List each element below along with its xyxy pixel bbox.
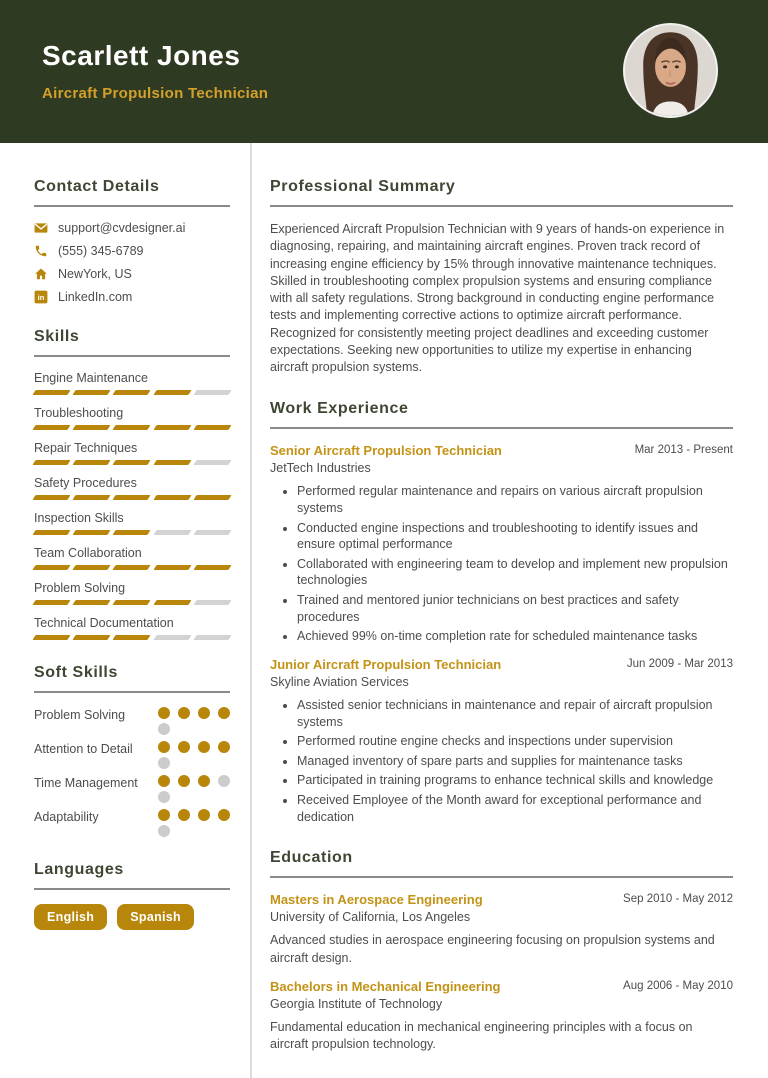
person-job-title: Aircraft Propulsion Technician bbox=[42, 85, 269, 102]
skill-bar-segment bbox=[32, 495, 70, 500]
soft-skills-heading: Soft Skills bbox=[34, 664, 230, 693]
skill-level-bar bbox=[34, 635, 230, 640]
job-bullet: • Collaborated with engineering team to develop and implement new propulsion technologies bbox=[297, 556, 733, 589]
soft-skill-rating bbox=[158, 775, 230, 803]
jobs-list bbox=[270, 443, 733, 825]
skill-bar-segment bbox=[153, 495, 191, 500]
soft-skill-item bbox=[34, 809, 230, 837]
sidebar bbox=[0, 143, 252, 1078]
skill-label: Troubleshooting bbox=[34, 406, 124, 420]
skill-level-bar bbox=[34, 565, 230, 570]
job-title: Senior Aircraft Propulsion Technician bbox=[270, 443, 502, 459]
skill-item bbox=[34, 546, 230, 570]
soft-skill-dot bbox=[198, 741, 210, 753]
soft-skill-dot bbox=[178, 741, 190, 753]
language-badge: English bbox=[34, 904, 107, 930]
contact-section bbox=[34, 178, 230, 304]
main-column bbox=[252, 143, 768, 1078]
job-entry bbox=[270, 443, 733, 645]
skill-bar-segment bbox=[73, 530, 111, 535]
education-heading: Education bbox=[270, 849, 733, 878]
skill-bar-segment bbox=[193, 635, 231, 640]
job-company: Skyline Aviation Services bbox=[270, 674, 409, 689]
education-description: Fundamental education in mechanical engineering principles with a focus on aircraft propulsion technology. bbox=[270, 1019, 693, 1051]
contact-item-text: (555) 345-6789 bbox=[58, 244, 144, 258]
skill-label: Engine Maintenance bbox=[34, 371, 148, 385]
soft-skill-rating bbox=[158, 809, 230, 837]
skill-item bbox=[34, 476, 230, 500]
skill-bar-segment bbox=[113, 635, 151, 640]
job-company: JetTech Industries bbox=[270, 461, 371, 476]
skill-bar-segment bbox=[73, 495, 111, 500]
skill-level-bar bbox=[34, 600, 230, 605]
person-name: Scarlett Jones bbox=[42, 40, 241, 71]
job-bullet: • Trained and mentored junior technicians on best practices and safety procedures bbox=[297, 592, 733, 625]
soft-skill-dot bbox=[158, 741, 170, 753]
skill-bar-segment bbox=[193, 425, 231, 430]
education-entry bbox=[270, 979, 733, 1054]
soft-skill-dot bbox=[198, 775, 210, 787]
job-bullet-list bbox=[270, 697, 733, 825]
job-dates: Mar 2013 - Present bbox=[634, 444, 733, 457]
job-bullet: • Performed routine engine checks and inspections under supervision bbox=[297, 733, 733, 750]
skill-item bbox=[34, 441, 230, 465]
soft-skill-dot bbox=[158, 791, 170, 803]
skill-bar-segment bbox=[153, 635, 191, 640]
skill-bar-segment bbox=[113, 565, 151, 570]
education-header bbox=[270, 892, 733, 907]
skill-bar-segment bbox=[113, 495, 151, 500]
skill-bar-segment bbox=[113, 390, 151, 395]
summary-text: Experienced Aircraft Propulsion Technician with 9 years of hands-on experience in diagnosing, repairing, and maintaining aircraft engines. Proven track record of increasing engine efficiency by 15% through innovative maintenance techniques. Skilled in troubleshooting complex propulsion systems and ensuring compliance with all safety regulations. Strong background in conducting engine performance tests and implementing corrective actions to optimize aircraft performance. Recognized for consistently meeting project deadlines and exceeding customer expectations. Seeking new opportunities to utilize my expertise in enhancing aircraft propulsion systems. bbox=[270, 222, 725, 374]
soft-skill-item bbox=[34, 707, 230, 735]
skill-bar-segment bbox=[32, 635, 70, 640]
skill-level-bar bbox=[34, 495, 230, 500]
soft-skill-dot bbox=[218, 809, 230, 821]
soft-skill-dot bbox=[178, 775, 190, 787]
experience-heading: Work Experience bbox=[270, 400, 733, 429]
soft-skill-dot bbox=[178, 707, 190, 719]
linkedin-icon bbox=[34, 290, 48, 304]
skill-bar-segment bbox=[153, 565, 191, 570]
skill-bar-segment bbox=[193, 565, 231, 570]
skill-level-bar bbox=[34, 460, 230, 465]
contact-item bbox=[34, 221, 230, 235]
skill-bar-segment bbox=[113, 600, 151, 605]
phone-icon bbox=[34, 244, 48, 258]
soft-skills-list bbox=[34, 707, 230, 837]
skill-bar-segment bbox=[73, 635, 111, 640]
soft-skill-dot bbox=[218, 741, 230, 753]
education-header bbox=[270, 979, 733, 994]
skill-bar-segment bbox=[193, 390, 231, 395]
skill-bar-segment bbox=[73, 390, 111, 395]
avatar bbox=[623, 23, 718, 118]
skill-bar-segment bbox=[113, 425, 151, 430]
skill-bar-segment bbox=[32, 425, 70, 430]
languages-heading: Languages bbox=[34, 861, 230, 890]
skill-item bbox=[34, 406, 230, 430]
skill-label: Inspection Skills bbox=[34, 511, 124, 525]
contact-item bbox=[34, 244, 230, 258]
skill-bar-segment bbox=[113, 530, 151, 535]
contact-item-text: LinkedIn.com bbox=[58, 290, 133, 304]
skill-bar-segment bbox=[193, 600, 231, 605]
job-title: Junior Aircraft Propulsion Technician bbox=[270, 656, 502, 672]
skill-bar-segment bbox=[193, 460, 231, 465]
job-bullet: • Received Employee of the Month award for exceptional performance and dedication bbox=[297, 792, 733, 825]
soft-skill-dot bbox=[158, 809, 170, 821]
soft-skill-label: Time Management bbox=[34, 776, 138, 790]
skill-bar-segment bbox=[153, 530, 191, 535]
contact-item bbox=[34, 290, 230, 304]
skill-level-bar bbox=[34, 530, 230, 535]
education-description: Advanced studies in aerospace engineering focusing on propulsion systems and aircraft design. bbox=[270, 933, 715, 965]
soft-skill-label: Adaptability bbox=[34, 810, 99, 824]
skill-bar-segment bbox=[73, 600, 111, 605]
school-name: University of California, Los Angeles bbox=[270, 910, 471, 925]
skills-list bbox=[34, 371, 230, 640]
skill-label: Repair Techniques bbox=[34, 441, 138, 455]
summary-heading: Professional Summary bbox=[270, 178, 733, 207]
job-bullet: • Assisted senior technicians in maintenance and repair of aircraft propulsion systems bbox=[297, 697, 733, 730]
job-dates: Jun 2009 - Mar 2013 bbox=[626, 657, 733, 670]
skills-heading: Skills bbox=[34, 328, 230, 357]
skill-bar-segment bbox=[73, 425, 111, 430]
contact-list bbox=[34, 221, 230, 304]
job-entry bbox=[270, 657, 733, 825]
degree-title: Masters in Aerospace Engineering bbox=[270, 892, 483, 908]
job-header bbox=[270, 443, 733, 458]
skill-bar-segment bbox=[73, 565, 111, 570]
experience-section bbox=[270, 400, 733, 825]
skill-bar-segment bbox=[32, 460, 70, 465]
education-entry bbox=[270, 892, 733, 967]
soft-skill-rating bbox=[158, 741, 230, 769]
soft-skill-item bbox=[34, 741, 230, 769]
job-bullet: • Performed regular maintenance and repairs on various aircraft propulsion systems bbox=[297, 483, 733, 516]
language-badge: Spanish bbox=[117, 904, 194, 930]
resume-header bbox=[0, 0, 768, 143]
education-dates: Aug 2006 - May 2010 bbox=[623, 979, 733, 992]
skill-item bbox=[34, 616, 230, 640]
job-header bbox=[270, 657, 733, 672]
contact-item-text: NewYork, US bbox=[58, 267, 132, 281]
skill-bar-segment bbox=[193, 495, 231, 500]
soft-skill-item bbox=[34, 775, 230, 803]
skill-bar-segment bbox=[153, 425, 191, 430]
soft-skills-section bbox=[34, 664, 230, 837]
skill-label: Technical Documentation bbox=[34, 616, 174, 630]
skill-bar-segment bbox=[113, 460, 151, 465]
soft-skill-dot bbox=[158, 723, 170, 735]
soft-skill-dot bbox=[218, 775, 230, 787]
soft-skill-label: Attention to Detail bbox=[34, 742, 133, 756]
skill-bar-segment bbox=[32, 565, 70, 570]
contact-item-text: support@cvdesigner.ai bbox=[58, 221, 186, 235]
education-list bbox=[270, 892, 733, 1053]
summary-section bbox=[270, 178, 733, 376]
job-bullet: • Managed inventory of spare parts and supplies for maintenance tasks bbox=[297, 753, 733, 770]
skill-bar-segment bbox=[153, 460, 191, 465]
skill-bar-segment bbox=[73, 460, 111, 465]
skill-bar-segment bbox=[32, 530, 70, 535]
skill-bar-segment bbox=[193, 530, 231, 535]
soft-skill-rating bbox=[158, 707, 230, 735]
contact-item bbox=[34, 267, 230, 281]
skill-bar-segment bbox=[32, 600, 70, 605]
soft-skill-dot bbox=[178, 809, 190, 821]
soft-skill-dot bbox=[158, 775, 170, 787]
skill-item bbox=[34, 371, 230, 395]
soft-skill-dot bbox=[218, 707, 230, 719]
resume-body bbox=[0, 143, 768, 1078]
soft-skill-dot bbox=[158, 825, 170, 837]
skill-label: Safety Procedures bbox=[34, 476, 137, 490]
job-bullet: • Achieved 99% on-time completion rate for scheduled maintenance tasks bbox=[297, 628, 733, 645]
skill-label: Team Collaboration bbox=[34, 546, 142, 560]
skill-bar-segment bbox=[153, 600, 191, 605]
avatar-photo-icon bbox=[625, 25, 716, 116]
soft-skill-dot bbox=[198, 707, 210, 719]
soft-skill-label: Problem Solving bbox=[34, 708, 126, 722]
svg-text:in: in bbox=[37, 293, 45, 303]
education-section bbox=[270, 849, 733, 1053]
job-bullet: • Conducted engine inspections and troubleshooting to identify issues and ensure optimal performance bbox=[297, 520, 733, 553]
job-bullet-list bbox=[270, 483, 733, 645]
languages-section bbox=[34, 861, 230, 930]
skill-level-bar bbox=[34, 390, 230, 395]
school-name: Georgia Institute of Technology bbox=[270, 996, 443, 1011]
skill-bar-segment bbox=[32, 390, 70, 395]
skill-bar-segment bbox=[153, 390, 191, 395]
skills-section bbox=[34, 328, 230, 640]
skill-label: Problem Solving bbox=[34, 581, 126, 595]
home-icon bbox=[34, 267, 48, 281]
skill-item bbox=[34, 511, 230, 535]
degree-title: Bachelors in Mechanical Engineering bbox=[270, 978, 501, 994]
job-bullet: • Participated in training programs to enhance technical skills and knowledge bbox=[297, 772, 733, 789]
mail-icon bbox=[34, 221, 48, 235]
soft-skill-dot bbox=[158, 707, 170, 719]
skill-item bbox=[34, 581, 230, 605]
language-badge-list bbox=[34, 904, 230, 930]
soft-skill-dot bbox=[158, 757, 170, 769]
soft-skill-dot bbox=[198, 809, 210, 821]
skill-level-bar bbox=[34, 425, 230, 430]
education-dates: Sep 2010 - May 2012 bbox=[623, 893, 733, 906]
contact-heading: Contact Details bbox=[34, 178, 230, 207]
